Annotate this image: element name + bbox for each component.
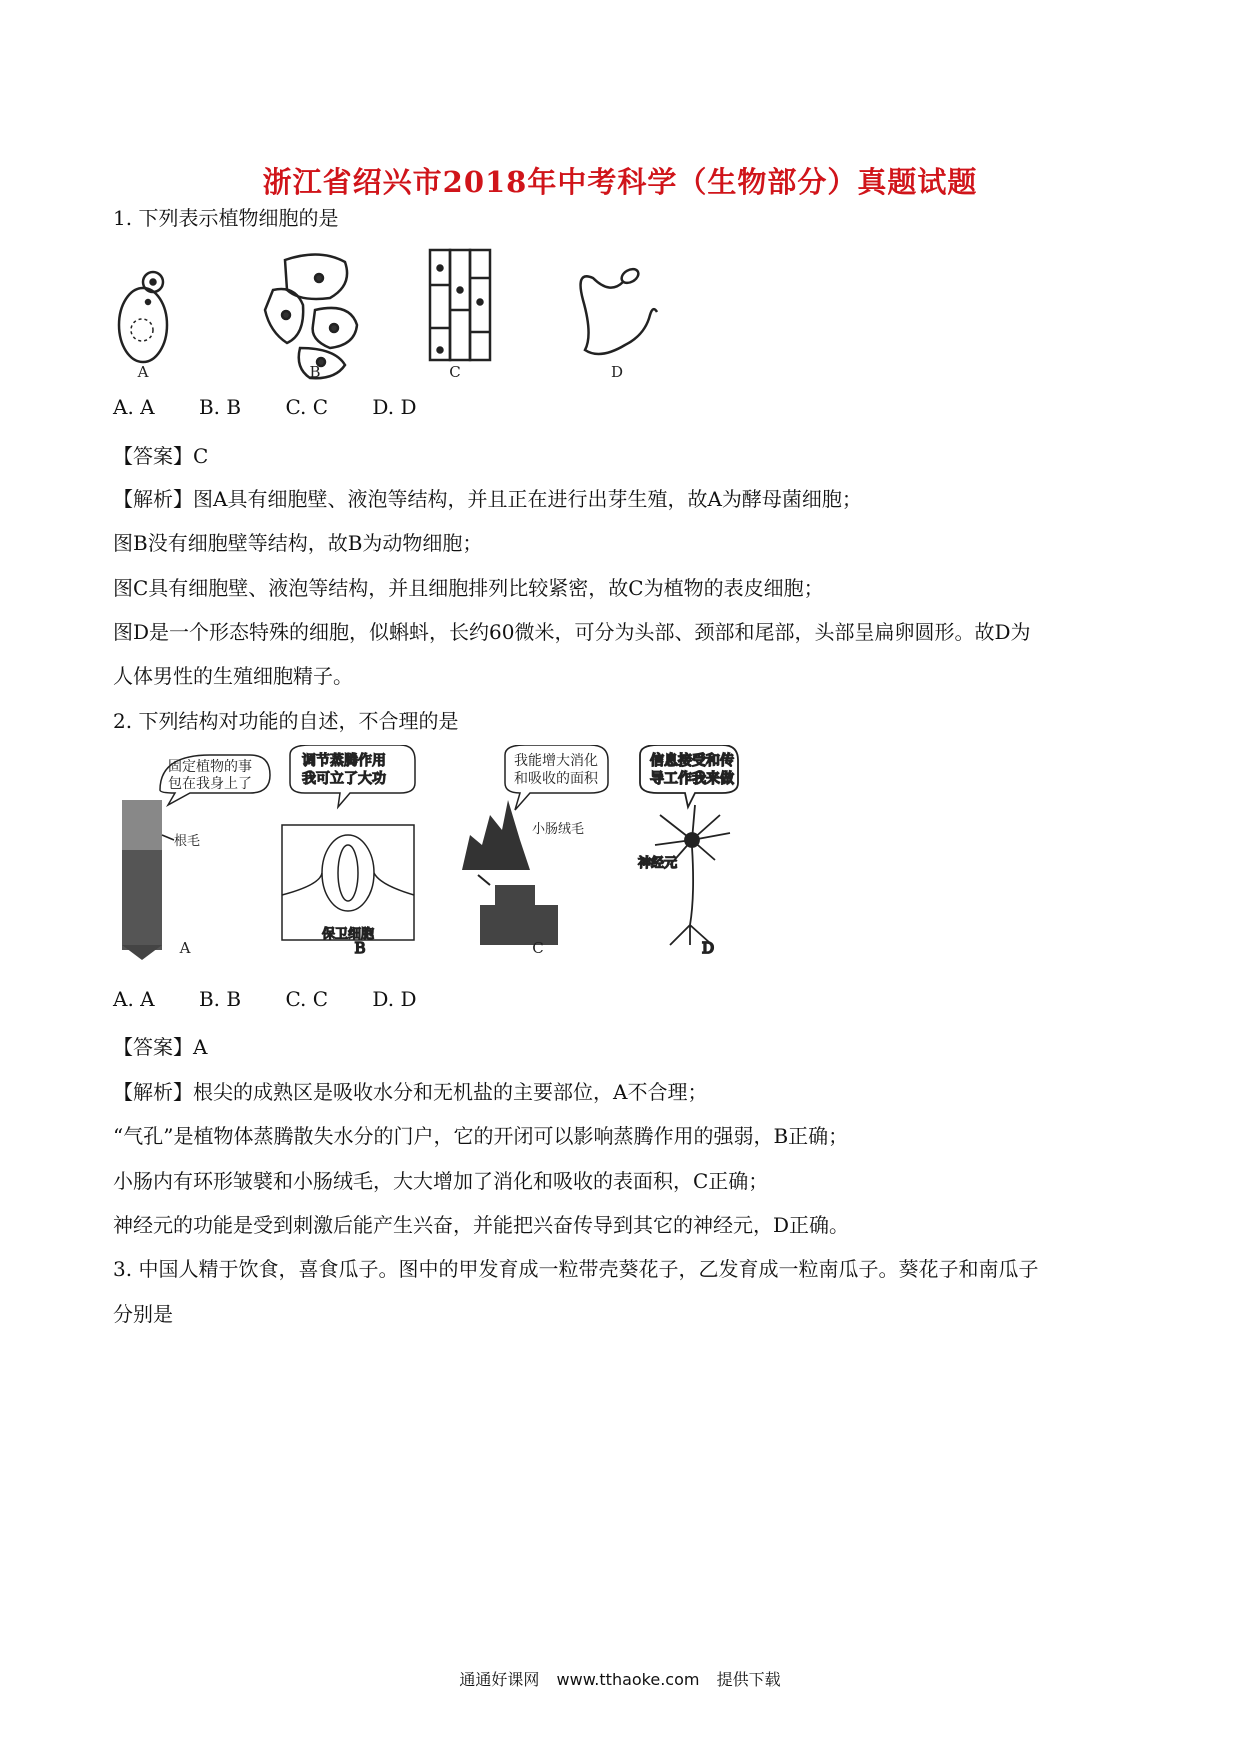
q1-figure (105, 240, 685, 385)
q2-analysis-line: “气孔”是植物体蒸腾散失水分的门户，它的开闭可以影响蒸腾作用的强弱，B正确； (113, 1124, 849, 1148)
q2-analysis-line: 神经元的功能是受到刺激后能产生兴奋，并能把兴奋传导到其它的神经元，D正确。 (113, 1213, 850, 1237)
q2-label-a: 根毛 (174, 834, 201, 849)
q2-options (113, 987, 454, 1011)
q3-question-line: 分别是 (113, 1302, 173, 1326)
q2-option-a: A. A (113, 987, 155, 1011)
q1-answer: 【答案】C (113, 444, 209, 468)
footer-note: 提供下载 (716, 1670, 781, 1689)
villi-drawing (462, 745, 608, 957)
yeast-cell-drawing (119, 272, 167, 362)
q1-option-c: C. C (285, 395, 329, 419)
q2-answer: 【答案】A (113, 1035, 208, 1059)
q2-bubble-a-line2: 包在我身上了 (168, 776, 252, 792)
q2-bubble-b-line1: 调节蒸腾作用 (302, 753, 386, 769)
q2-option-b: B. B (198, 987, 242, 1011)
q1-fig-caption-b: B (309, 363, 321, 381)
q1-fig-caption-a: A (137, 363, 149, 381)
animal-cells-drawing (265, 254, 357, 378)
q2-label-b: 保卫细胞 (322, 927, 375, 942)
q3-question-line: 3. 中国人精于饮食，喜食瓜子。图中的甲发育成一粒带壳葵花子，乙发育成一粒南瓜子。葵花子和南瓜子 (113, 1257, 1039, 1281)
q1-fig-caption-d: D (610, 363, 624, 381)
page-footer (0, 1667, 1240, 1690)
q1-options (113, 395, 454, 419)
q2-option-d: D. D (372, 987, 417, 1011)
q2-bubble-b-line2: 我可立了大功 (302, 771, 386, 787)
footer-url-link[interactable]: www.tthaoke.com (556, 1670, 700, 1689)
q2-label-d: 神经元 (638, 856, 678, 871)
q1-question: 1. 下列表示植物细胞的是 (113, 206, 339, 230)
q1-option-a: A. A (113, 395, 155, 419)
q1-option-d: D. D (372, 395, 417, 419)
q2-analysis-line: 小肠内有环形皱襞和小肠绒毛，大大增加了消化和吸收的表面积，C正确； (113, 1169, 769, 1193)
q1-analysis-line: 【解析】图A具有细胞壁、液泡等结构，并且正在进行出芽生殖，故A为酵母菌细胞； (113, 487, 862, 511)
q2-bubble-a-line1: 固定植物的事 (168, 759, 252, 775)
q2-bubble-c-line2: 和吸收的面积 (514, 771, 598, 787)
q2-bubble-c-line1: 我能增大消化 (514, 753, 598, 769)
q1-option-b: B. B (198, 395, 242, 419)
plant-cells-drawing (430, 250, 490, 360)
q2-label-c: 小肠绒毛 (532, 822, 585, 837)
stomata-drawing (282, 745, 415, 957)
q2-option-c: C. C (285, 987, 329, 1011)
sperm-cell-drawing (581, 266, 657, 354)
q2-fig-caption-a: A (179, 939, 191, 957)
root-tip-drawing (122, 755, 270, 960)
q1-analysis-line: 人体男性的生殖细胞精子。 (113, 664, 353, 688)
q2-bubble-d-line1: 信息接受和传 (650, 753, 734, 769)
q2-fig-caption-b: B (354, 939, 366, 957)
q1-analysis-line: 图D是一个形态特殊的细胞，似蝌蚪，长约60微米，可分为头部、颈部和尾部，头部呈扁卵圆形。故D为 (113, 620, 1031, 644)
q1-analysis-line: 图B没有细胞壁等结构，故B为动物细胞； (113, 531, 483, 555)
q2-bubble-d-line2: 导工作我来做 (650, 771, 734, 787)
q2-analysis-line: 【解析】根尖的成熟区是吸收水分和无机盐的主要部位，A不合理； (113, 1080, 708, 1104)
q1-analysis-line: 图C具有细胞壁、液泡等结构，并且细胞排列比较紧密，故C为植物的表皮细胞； (113, 576, 824, 600)
neuron-drawing (638, 745, 738, 957)
q2-question: 2. 下列结构对功能的自述，不合理的是 (113, 709, 459, 733)
q1-fig-caption-c: C (449, 363, 461, 381)
q2-fig-caption-c: C (532, 939, 544, 957)
page-title: 浙江省绍兴市2018年中考科学（生物部分）真题试题 (262, 165, 978, 199)
q2-fig-caption-d: D (701, 939, 715, 957)
footer-site-name: 通通好课网 (459, 1670, 540, 1689)
q2-figure (110, 745, 830, 965)
